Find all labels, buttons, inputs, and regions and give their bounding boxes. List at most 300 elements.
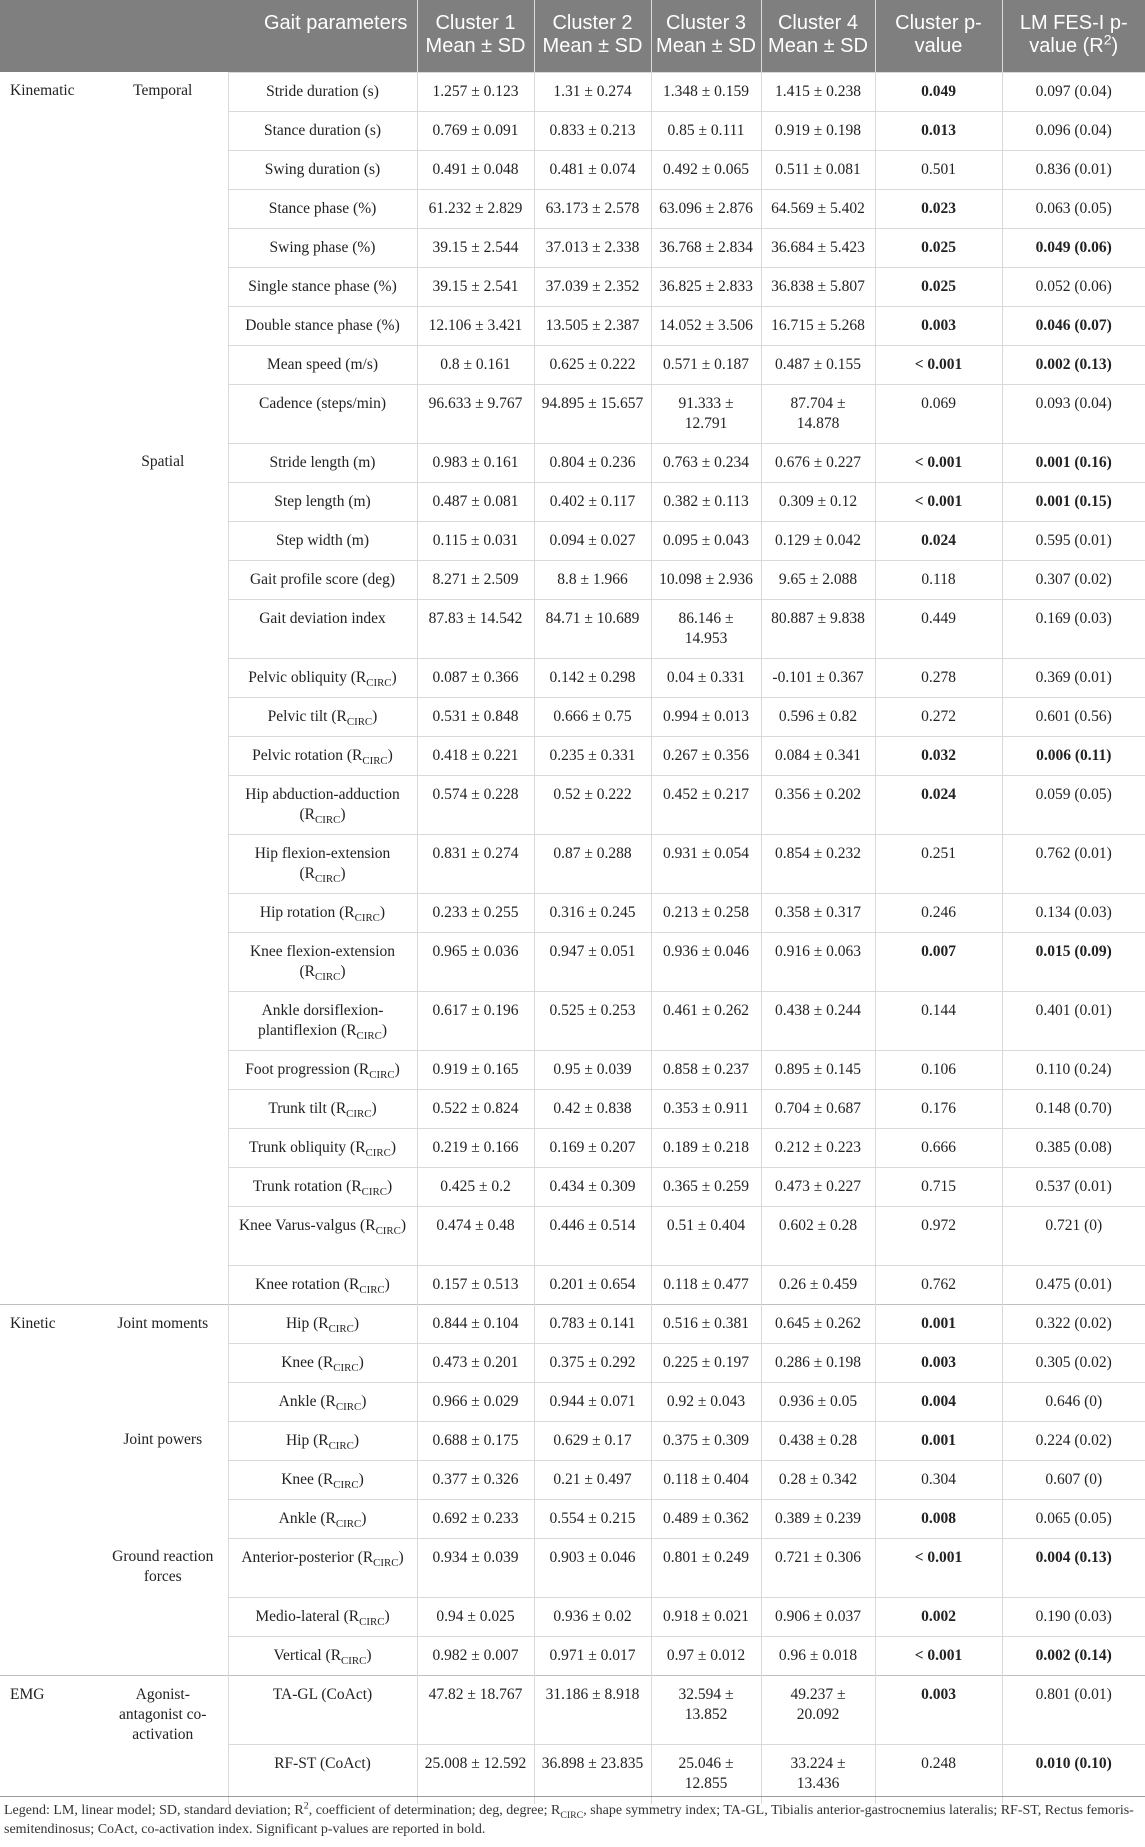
cluster-1-value: 47.82 ± 18.767 xyxy=(417,1675,534,1745)
cluster-p-value: 0.144 xyxy=(875,991,1002,1050)
cluster-p-value: 0.304 xyxy=(875,1460,1002,1499)
category-cell xyxy=(0,560,98,599)
cluster-4-value: 0.438 ± 0.28 xyxy=(761,1421,875,1460)
cluster-4-value: 0.358 ± 0.317 xyxy=(761,893,875,932)
cluster-1-value: 0.692 ± 0.233 xyxy=(417,1499,534,1538)
cluster-p-value: 0.001 xyxy=(875,1421,1002,1460)
cluster-p-value: 0.272 xyxy=(875,697,1002,736)
subcategory-cell xyxy=(98,111,228,150)
gait-parameter-cell: Stance duration (s) xyxy=(228,111,417,150)
cluster-2-value: 0.434 ± 0.309 xyxy=(534,1167,651,1206)
subcategory-cell xyxy=(98,345,228,384)
cluster-4-value: 0.602 ± 0.28 xyxy=(761,1206,875,1265)
table-row xyxy=(0,306,1145,345)
cluster-2-value: 31.186 ± 8.918 xyxy=(534,1675,651,1745)
gait-parameter-cell: Gait profile score (deg) xyxy=(228,560,417,599)
cluster-p-value: 0.666 xyxy=(875,1128,1002,1167)
cluster-p-value: 0.501 xyxy=(875,150,1002,189)
subcategory-cell xyxy=(98,1499,228,1538)
cluster-2-value: 37.039 ± 2.352 xyxy=(534,267,651,306)
category-cell xyxy=(0,384,98,443)
cluster-p-value: 0.004 xyxy=(875,1382,1002,1421)
category-cell xyxy=(0,834,98,893)
lm-fes-i-value: 0.015 (0.09) xyxy=(1002,932,1145,991)
category-cell xyxy=(0,1499,98,1538)
table-row xyxy=(0,1538,1145,1597)
gait-parameter-cell: Knee rotation $(R_{CIRC})$ xyxy=(228,1265,417,1304)
lm-fes-i-value: 0.065 (0.05) xyxy=(1002,1499,1145,1538)
category-cell xyxy=(0,1745,98,1804)
lm-fes-i-value: 0.401 (0.01) xyxy=(1002,991,1145,1050)
table-row xyxy=(0,1343,1145,1382)
subcategory-cell xyxy=(98,1460,228,1499)
category-cell xyxy=(0,150,98,189)
table-row xyxy=(0,893,1145,932)
table-row xyxy=(0,384,1145,443)
header-blank-category xyxy=(0,0,98,72)
cluster-2-value: 63.173 ± 2.578 xyxy=(534,189,651,228)
cluster-p-value: 0.049 xyxy=(875,72,1002,111)
cluster-1-value: 1.257 ± 0.123 xyxy=(417,72,534,111)
table-row xyxy=(0,834,1145,893)
gait-parameter-cell: Double stance phase (%) xyxy=(228,306,417,345)
cluster-4-value: 36.838 ± 5.807 xyxy=(761,267,875,306)
lm-fes-i-value: 0.307 (0.02) xyxy=(1002,560,1145,599)
cluster-2-value: 94.895 ± 15.657 xyxy=(534,384,651,443)
header-lm-fes-i: LM FES-I p-value $(R^2)$ xyxy=(1002,0,1145,72)
cluster-4-value: 0.356 ± 0.202 xyxy=(761,775,875,834)
gait-parameter-cell: Knee flexion-extension $(R_{CIRC})$ xyxy=(228,932,417,991)
table-row xyxy=(0,932,1145,991)
cluster-4-value: 9.65 ± 2.088 xyxy=(761,560,875,599)
table-row xyxy=(0,736,1145,775)
cluster-1-value: 0.425 ± 0.2 xyxy=(417,1167,534,1206)
lm-fes-i-value: 0.002 (0.14) xyxy=(1002,1636,1145,1675)
cluster-2-value: 0.971 ± 0.017 xyxy=(534,1636,651,1675)
table-row xyxy=(0,1745,1145,1804)
gait-parameter-cell: Foot progression $(R_{CIRC})$ xyxy=(228,1050,417,1089)
table-row xyxy=(0,599,1145,658)
cluster-4-value: 0.645 ± 0.262 xyxy=(761,1304,875,1343)
gait-parameter-cell: Trunk obliquity $(R_{CIRC})$ xyxy=(228,1128,417,1167)
table-row xyxy=(0,482,1145,521)
cluster-p-value: < 0.001 xyxy=(875,1538,1002,1597)
cluster-2-value: 8.8 ± 1.966 xyxy=(534,560,651,599)
category-cell xyxy=(0,1636,98,1675)
cluster-3-value: 0.365 ± 0.259 xyxy=(651,1167,761,1206)
cluster-p-value: < 0.001 xyxy=(875,345,1002,384)
cluster-3-value: 0.189 ± 0.218 xyxy=(651,1128,761,1167)
cluster-4-value: 0.511 ± 0.081 xyxy=(761,150,875,189)
cluster-2-value: 0.629 ± 0.17 xyxy=(534,1421,651,1460)
category-cell xyxy=(0,736,98,775)
subcategory-cell xyxy=(98,775,228,834)
cluster-4-value: 0.129 ± 0.042 xyxy=(761,521,875,560)
cluster-2-value: 0.666 ± 0.75 xyxy=(534,697,651,736)
lm-fes-i-value: 0.110 (0.24) xyxy=(1002,1050,1145,1089)
cluster-4-value: 0.28 ± 0.342 xyxy=(761,1460,875,1499)
category-cell xyxy=(0,658,98,697)
lm-fes-i-value: 0.836 (0.01) xyxy=(1002,150,1145,189)
cluster-1-value: 0.531 ± 0.848 xyxy=(417,697,534,736)
subcategory-cell xyxy=(98,189,228,228)
cluster-4-value: 0.438 ± 0.244 xyxy=(761,991,875,1050)
cluster-1-value: 8.271 ± 2.509 xyxy=(417,560,534,599)
gait-parameter-cell: Vertical $(R_{CIRC})$ xyxy=(228,1636,417,1675)
cluster-1-value: 0.219 ± 0.166 xyxy=(417,1128,534,1167)
cluster-3-value: 25.046 ± 12.855 xyxy=(651,1745,761,1804)
category-cell xyxy=(0,599,98,658)
cluster-4-value: 1.415 ± 0.238 xyxy=(761,72,875,111)
cluster-3-value: 0.85 ± 0.111 xyxy=(651,111,761,150)
cluster-4-value: 0.936 ± 0.05 xyxy=(761,1382,875,1421)
lm-fes-i-value: 0.010 (0.10) xyxy=(1002,1745,1145,1804)
cluster-2-value: 0.481 ± 0.074 xyxy=(534,150,651,189)
cluster-2-value: 0.95 ± 0.039 xyxy=(534,1050,651,1089)
cluster-3-value: 91.333 ± 12.791 xyxy=(651,384,761,443)
cluster-1-value: 0.473 ± 0.201 xyxy=(417,1343,534,1382)
subcategory-cell: Spatial xyxy=(141,453,185,470)
lm-fes-i-value: 0.148 (0.70) xyxy=(1002,1089,1145,1128)
cluster-p-value: 0.025 xyxy=(875,228,1002,267)
cluster-2-value: 0.833 ± 0.213 xyxy=(534,111,651,150)
category-cell xyxy=(0,1343,98,1382)
category-cell xyxy=(0,1167,98,1206)
cluster-4-value: 0.487 ± 0.155 xyxy=(761,345,875,384)
cluster-4-value: 0.916 ± 0.063 xyxy=(761,932,875,991)
category-cell xyxy=(0,697,98,736)
cluster-3-value: 0.516 ± 0.381 xyxy=(651,1304,761,1343)
cluster-3-value: 0.118 ± 0.404 xyxy=(651,1460,761,1499)
category-cell: EMG xyxy=(0,1675,98,1745)
subcategory-cell xyxy=(98,1382,228,1421)
category-cell xyxy=(0,521,98,560)
gait-parameter-cell: Swing phase (%) xyxy=(228,228,417,267)
gait-parameter-cell: Pelvic rotation $(R_{CIRC})$ xyxy=(228,736,417,775)
lm-fes-i-value: 0.063 (0.05) xyxy=(1002,189,1145,228)
gait-parameter-cell: Cadence (steps/min) xyxy=(228,384,417,443)
lm-fes-i-value: 0.601 (0.56) xyxy=(1002,697,1145,736)
cluster-3-value: 32.594 ± 13.852 xyxy=(651,1675,761,1745)
subcategory-cell xyxy=(98,1050,228,1089)
gait-parameter-cell: Hip rotation $(R_{CIRC})$ xyxy=(228,893,417,932)
cluster-4-value: 0.906 ± 0.037 xyxy=(761,1597,875,1636)
category-cell xyxy=(0,267,98,306)
cluster-3-value: 0.801 ± 0.249 xyxy=(651,1538,761,1597)
table-row xyxy=(0,1597,1145,1636)
cluster-4-value: 0.919 ± 0.198 xyxy=(761,111,875,150)
cluster-1-value: 0.377 ± 0.326 xyxy=(417,1460,534,1499)
cluster-3-value: 0.492 ± 0.065 xyxy=(651,150,761,189)
cluster-p-value: 0.118 xyxy=(875,560,1002,599)
table-row xyxy=(0,189,1145,228)
subcategory-cell xyxy=(98,1206,228,1265)
cluster-p-value: 0.024 xyxy=(875,775,1002,834)
subcategory-cell xyxy=(98,384,228,443)
cluster-p-value: 0.106 xyxy=(875,1050,1002,1089)
cluster-1-value: 0.966 ± 0.029 xyxy=(417,1382,534,1421)
category-cell xyxy=(0,306,98,345)
table-row xyxy=(0,1675,1145,1745)
category-cell xyxy=(0,1265,98,1304)
cluster-4-value: 0.286 ± 0.198 xyxy=(761,1343,875,1382)
subcategory-cell xyxy=(98,991,228,1050)
cluster-4-value: 80.887 ± 9.838 xyxy=(761,599,875,658)
subcategory-cell: Ground reaction forces xyxy=(112,1548,214,1585)
cluster-3-value: 36.768 ± 2.834 xyxy=(651,228,761,267)
gait-parameter-cell: Ankle $(R_{CIRC})$ xyxy=(228,1499,417,1538)
table-row xyxy=(0,658,1145,697)
lm-fes-i-value: 0.385 (0.08) xyxy=(1002,1128,1145,1167)
category-cell xyxy=(0,1597,98,1636)
cluster-4-value: 87.704 ± 14.878 xyxy=(761,384,875,443)
cluster-2-value: 0.52 ± 0.222 xyxy=(534,775,651,834)
cluster-2-value: 0.446 ± 0.514 xyxy=(534,1206,651,1265)
cluster-2-value: 0.142 ± 0.298 xyxy=(534,658,651,697)
category-cell xyxy=(0,991,98,1050)
gait-parameter-cell: Trunk rotation $(R_{CIRC})$ xyxy=(228,1167,417,1206)
category-cell xyxy=(0,932,98,991)
lm-fes-i-value: 0.002 (0.13) xyxy=(1002,345,1145,384)
cluster-4-value: 0.26 ± 0.459 xyxy=(761,1265,875,1304)
cluster-2-value: 0.625 ± 0.222 xyxy=(534,345,651,384)
subcategory-cell xyxy=(98,736,228,775)
lm-fes-i-value: 0.537 (0.01) xyxy=(1002,1167,1145,1206)
cluster-1-value: 0.487 ± 0.081 xyxy=(417,482,534,521)
category-cell xyxy=(0,1460,98,1499)
cluster-p-value: 0.025 xyxy=(875,267,1002,306)
lm-fes-i-value: 0.224 (0.02) xyxy=(1002,1421,1145,1460)
category-cell xyxy=(0,482,98,521)
cluster-1-value: 0.617 ± 0.196 xyxy=(417,991,534,1050)
cluster-3-value: 0.118 ± 0.477 xyxy=(651,1265,761,1304)
cluster-2-value: 0.936 ± 0.02 xyxy=(534,1597,651,1636)
cluster-4-value: 0.596 ± 0.82 xyxy=(761,697,875,736)
gait-parameter-cell: Stride duration (s) xyxy=(228,72,417,111)
cluster-2-value: 0.235 ± 0.331 xyxy=(534,736,651,775)
cluster-4-value: 33.224 ± 13.436 xyxy=(761,1745,875,1804)
lm-fes-i-value: 0.475 (0.01) xyxy=(1002,1265,1145,1304)
subcategory-cell xyxy=(98,1128,228,1167)
cluster-4-value: 49.237 ± 20.092 xyxy=(761,1675,875,1745)
subcategory-cell xyxy=(98,1343,228,1382)
cluster-4-value: -0.101 ± 0.367 xyxy=(761,658,875,697)
cluster-p-value: 0.008 xyxy=(875,1499,1002,1538)
table-row xyxy=(0,1206,1145,1265)
cluster-3-value: 0.095 ± 0.043 xyxy=(651,521,761,560)
lm-fes-i-value: 0.607 (0) xyxy=(1002,1460,1145,1499)
cluster-2-value: 0.87 ± 0.288 xyxy=(534,834,651,893)
cluster-1-value: 0.934 ± 0.039 xyxy=(417,1538,534,1597)
cluster-p-value: < 0.001 xyxy=(875,443,1002,482)
cluster-p-value: 0.278 xyxy=(875,658,1002,697)
table-row xyxy=(0,443,1145,482)
category-cell xyxy=(0,1421,98,1460)
cluster-p-value: < 0.001 xyxy=(875,482,1002,521)
table-row xyxy=(0,560,1145,599)
cluster-4-value: 64.569 ± 5.402 xyxy=(761,189,875,228)
cluster-2-value: 0.201 ± 0.654 xyxy=(534,1265,651,1304)
cluster-1-value: 0.574 ± 0.228 xyxy=(417,775,534,834)
cluster-3-value: 10.098 ± 2.936 xyxy=(651,560,761,599)
cluster-4-value: 0.895 ± 0.145 xyxy=(761,1050,875,1089)
subcategory-cell xyxy=(98,267,228,306)
lm-fes-i-value: 0.721 (0) xyxy=(1002,1206,1145,1265)
cluster-4-value: 0.96 ± 0.018 xyxy=(761,1636,875,1675)
cluster-1-value: 0.983 ± 0.161 xyxy=(417,443,534,482)
cluster-3-value: 36.825 ± 2.833 xyxy=(651,267,761,306)
gait-parameter-cell: Step width (m) xyxy=(228,521,417,560)
subcategory-cell xyxy=(98,1167,228,1206)
gait-parameter-cell: Medio-lateral $(R_{CIRC})$ xyxy=(228,1597,417,1636)
cluster-3-value: 0.489 ± 0.362 xyxy=(651,1499,761,1538)
cluster-4-value: 0.854 ± 0.232 xyxy=(761,834,875,893)
table-row xyxy=(0,1304,1145,1343)
cluster-p-value: 0.246 xyxy=(875,893,1002,932)
cluster-3-value: 0.225 ± 0.197 xyxy=(651,1343,761,1382)
cluster-3-value: 0.97 ± 0.012 xyxy=(651,1636,761,1675)
table-row xyxy=(0,1636,1145,1675)
cluster-p-value: 0.251 xyxy=(875,834,1002,893)
cluster-3-value: 0.382 ± 0.113 xyxy=(651,482,761,521)
category-cell xyxy=(0,1206,98,1265)
category-cell xyxy=(0,1128,98,1167)
lm-fes-i-value: 0.801 (0.01) xyxy=(1002,1675,1145,1745)
gait-parameter-cell: Single stance phase (%) xyxy=(228,267,417,306)
gait-parameter-cell: Knee $(R_{CIRC})$ xyxy=(228,1460,417,1499)
cluster-p-value: 0.001 xyxy=(875,1304,1002,1343)
header-blank-subcategory xyxy=(98,0,228,72)
cluster-2-value: 13.505 ± 2.387 xyxy=(534,306,651,345)
cluster-3-value: 0.92 ± 0.043 xyxy=(651,1382,761,1421)
lm-fes-i-value: 0.046 (0.07) xyxy=(1002,306,1145,345)
cluster-1-value: 0.522 ± 0.824 xyxy=(417,1089,534,1128)
cluster-2-value: 0.903 ± 0.046 xyxy=(534,1538,651,1597)
subcategory-cell xyxy=(98,1597,228,1636)
table-row xyxy=(0,991,1145,1050)
table-legend: Legend: LM, linear model; SD, standard deviation; $R^2$, coefficient of determination; deg, degree; $R_{CIRC}$, shape symmetry index; TA-GL, Tibialis anterior-gastrocnemius lateralis; RF-ST, Rectus femoris-semitendinosus; CoAct, co-activation index. Significant p-values are reported in bold. xyxy=(0,1796,1145,1839)
gait-parameter-cell: TA-GL (CoAct) xyxy=(228,1675,417,1745)
cluster-3-value: 14.052 ± 3.506 xyxy=(651,306,761,345)
cluster-4-value: 0.473 ± 0.227 xyxy=(761,1167,875,1206)
cluster-3-value: 0.571 ± 0.187 xyxy=(651,345,761,384)
cluster-1-value: 0.688 ± 0.175 xyxy=(417,1421,534,1460)
category-cell xyxy=(0,228,98,267)
cluster-3-value: 0.353 ± 0.911 xyxy=(651,1089,761,1128)
cluster-1-value: 0.474 ± 0.48 xyxy=(417,1206,534,1265)
lm-fes-i-value: 0.169 (0.03) xyxy=(1002,599,1145,658)
subcategory-cell: Joint powers xyxy=(123,1431,203,1448)
gait-parameter-cell: Ankle $(R_{CIRC})$ xyxy=(228,1382,417,1421)
table-row xyxy=(0,345,1145,384)
subcategory-cell xyxy=(98,834,228,893)
cluster-1-value: 0.8 ± 0.161 xyxy=(417,345,534,384)
table-row xyxy=(0,1421,1145,1460)
header-cluster-3: Cluster 3 Mean ± SD xyxy=(651,0,761,72)
category-cell xyxy=(0,1382,98,1421)
cluster-4-value: 0.704 ± 0.687 xyxy=(761,1089,875,1128)
gait-parameter-cell: Gait deviation index xyxy=(228,599,417,658)
subcategory-cell xyxy=(98,150,228,189)
table-row xyxy=(0,1499,1145,1538)
category-cell xyxy=(0,775,98,834)
cluster-p-value: 0.069 xyxy=(875,384,1002,443)
cluster-1-value: 0.844 ± 0.104 xyxy=(417,1304,534,1343)
cluster-1-value: 0.919 ± 0.165 xyxy=(417,1050,534,1089)
cluster-2-value: 37.013 ± 2.338 xyxy=(534,228,651,267)
cluster-1-value: 0.982 ± 0.007 xyxy=(417,1636,534,1675)
cluster-2-value: 0.094 ± 0.027 xyxy=(534,521,651,560)
gait-parameter-cell: Swing duration (s) xyxy=(228,150,417,189)
cluster-3-value: 0.452 ± 0.217 xyxy=(651,775,761,834)
cluster-2-value: 0.402 ± 0.117 xyxy=(534,482,651,521)
cluster-1-value: 0.491 ± 0.048 xyxy=(417,150,534,189)
subcategory-cell xyxy=(98,697,228,736)
lm-fes-i-value: 0.134 (0.03) xyxy=(1002,893,1145,932)
cluster-3-value: 0.931 ± 0.054 xyxy=(651,834,761,893)
table-row xyxy=(0,1265,1145,1304)
lm-fes-i-value: 0.190 (0.03) xyxy=(1002,1597,1145,1636)
cluster-2-value: 0.804 ± 0.236 xyxy=(534,443,651,482)
gait-parameter-cell: Hip flexion-extension $(R_{CIRC})$ xyxy=(228,834,417,893)
cluster-p-value: 0.248 xyxy=(875,1745,1002,1804)
cluster-3-value: 0.994 ± 0.013 xyxy=(651,697,761,736)
cluster-2-value: 0.169 ± 0.207 xyxy=(534,1128,651,1167)
cluster-p-value: 0.449 xyxy=(875,599,1002,658)
gait-parameter-cell: Step length (m) xyxy=(228,482,417,521)
cluster-1-value: 39.15 ± 2.544 xyxy=(417,228,534,267)
subcategory-cell xyxy=(98,658,228,697)
cluster-2-value: 36.898 ± 23.835 xyxy=(534,1745,651,1804)
lm-fes-i-value: 0.369 (0.01) xyxy=(1002,658,1145,697)
category-cell: Kinetic xyxy=(0,1304,98,1343)
cluster-3-value: 0.51 ± 0.404 xyxy=(651,1206,761,1265)
cluster-4-value: 0.084 ± 0.341 xyxy=(761,736,875,775)
cluster-p-value: 0.023 xyxy=(875,189,1002,228)
cluster-1-value: 25.008 ± 12.592 xyxy=(417,1745,534,1804)
cluster-1-value: 0.233 ± 0.255 xyxy=(417,893,534,932)
gait-parameter-cell: Trunk tilt $(R_{CIRC})$ xyxy=(228,1089,417,1128)
table-header-row xyxy=(0,0,1145,72)
cluster-3-value: 0.858 ± 0.237 xyxy=(651,1050,761,1089)
cluster-1-value: 0.94 ± 0.025 xyxy=(417,1597,534,1636)
cluster-4-value: 0.389 ± 0.239 xyxy=(761,1499,875,1538)
gait-parameter-cell: Hip $(R_{CIRC})$ xyxy=(228,1304,417,1343)
lm-fes-i-value: 0.052 (0.06) xyxy=(1002,267,1145,306)
gait-parameter-cell: Hip abduction-adduction $(R_{CIRC})$ xyxy=(228,775,417,834)
cluster-2-value: 0.42 ± 0.838 xyxy=(534,1089,651,1128)
subcategory-cell xyxy=(98,1636,228,1675)
cluster-p-value: 0.762 xyxy=(875,1265,1002,1304)
table-row xyxy=(0,775,1145,834)
gait-parameter-cell: Ankle dorsiflexion-plantiflexion $(R_{CIRC})$ xyxy=(228,991,417,1050)
header-cluster-1: Cluster 1 Mean ± SD xyxy=(417,0,534,72)
category-cell xyxy=(0,893,98,932)
cluster-1-value: 61.232 ± 2.829 xyxy=(417,189,534,228)
cluster-2-value: 1.31 ± 0.274 xyxy=(534,72,651,111)
gait-parameter-cell: Mean speed (m/s) xyxy=(228,345,417,384)
category-cell xyxy=(0,345,98,384)
cluster-4-value: 36.684 ± 5.423 xyxy=(761,228,875,267)
cluster-3-value: 0.267 ± 0.356 xyxy=(651,736,761,775)
lm-fes-i-value: 0.049 (0.06) xyxy=(1002,228,1145,267)
cluster-p-value: 0.032 xyxy=(875,736,1002,775)
cluster-p-value: 0.013 xyxy=(875,111,1002,150)
table-row xyxy=(0,1167,1145,1206)
lm-fes-i-value: 0.001 (0.15) xyxy=(1002,482,1145,521)
gait-parameter-cell: Pelvic tilt $(R_{CIRC})$ xyxy=(228,697,417,736)
gait-parameter-cell: Pelvic obliquity $(R_{CIRC})$ xyxy=(228,658,417,697)
